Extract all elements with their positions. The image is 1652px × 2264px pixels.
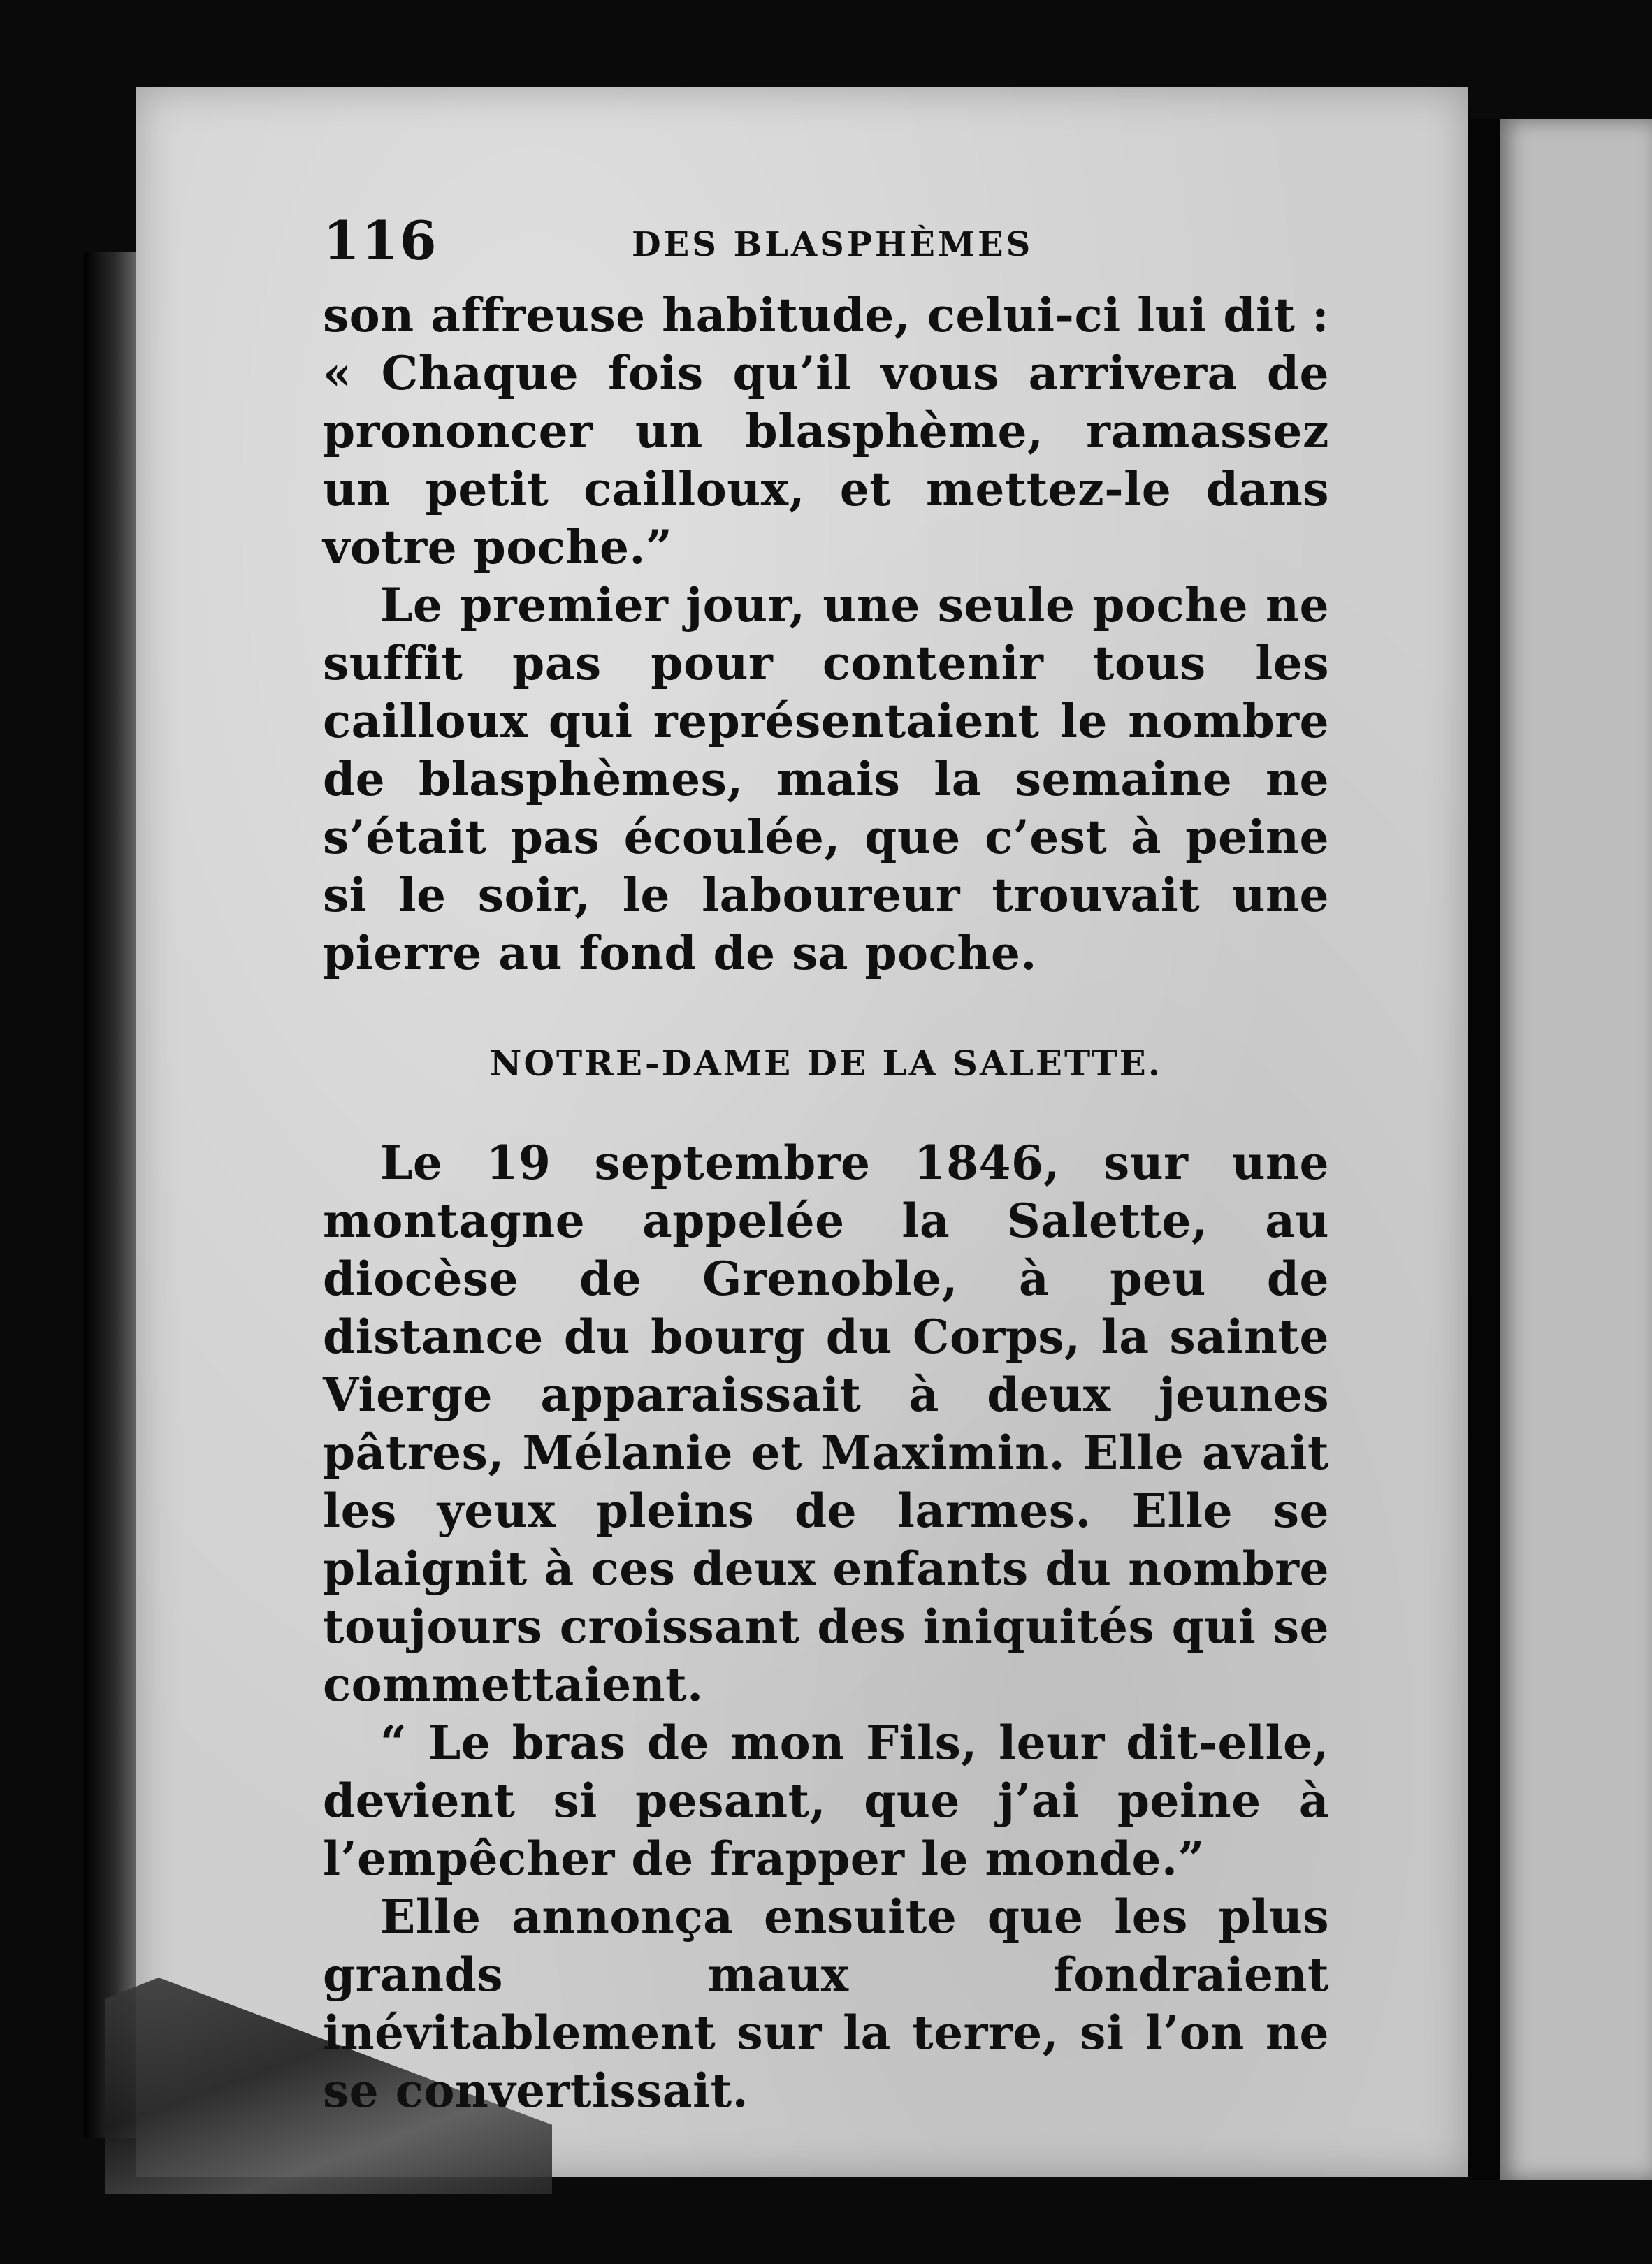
- running-head: DES BLASPHÈMES: [632, 225, 1034, 264]
- section-title: NOTRE-DAME DE LA SALETTE.: [489, 1043, 1163, 1084]
- page-header: [323, 210, 1329, 286]
- page-text-block: [323, 210, 1329, 2120]
- paragraph: Le 19 septembre 1846, sur une montagne appelée la Salette, au diocèse de Grenoble, à peu de distance du bourg du Corps, la sainte Vierge apparaissait à deux jeunes pâtres, Mélanie et Maximin. Elle avait les yeux pleins de larmes. Elle se plaignit à ces deux enfants du nombre toujours croissant des iniquités qui se commettaient.: [323, 1135, 1329, 1712]
- paragraph-continued: son affreuse habitude, celui-ci lui dit : « Chaque fois qu’il vous arrivera de prononcer un blasphème, ramassez un petit cailloux, et mettez-le dans votre poche.”: [323, 288, 1329, 574]
- page-number: 116: [323, 210, 438, 272]
- paragraph: Le premier jour, une seule poche ne suffit pas pour contenir tous les cailloux qui représentaient le nombre de blasphèmes, mais la semaine ne s’était pas écoulée, que c’est à peine si le soir, le laboureur trouvait une pierre au fond de sa poche.: [323, 578, 1329, 980]
- page-gutter: [1468, 119, 1500, 2180]
- adjacent-page-edge: [1500, 119, 1652, 2180]
- paragraph-quote: “ Le bras de mon Fils, leur dit-elle, devient si pesant, que j’ai peine à l’empêcher de frapper le monde.”: [323, 1715, 1329, 1886]
- book-spine-shadow: [84, 252, 140, 2138]
- paragraph: Elle annonça ensuite que les plus grands maux fondraient inévitablement sur la terre, si l’on ne se convertissait.: [323, 1889, 1329, 2118]
